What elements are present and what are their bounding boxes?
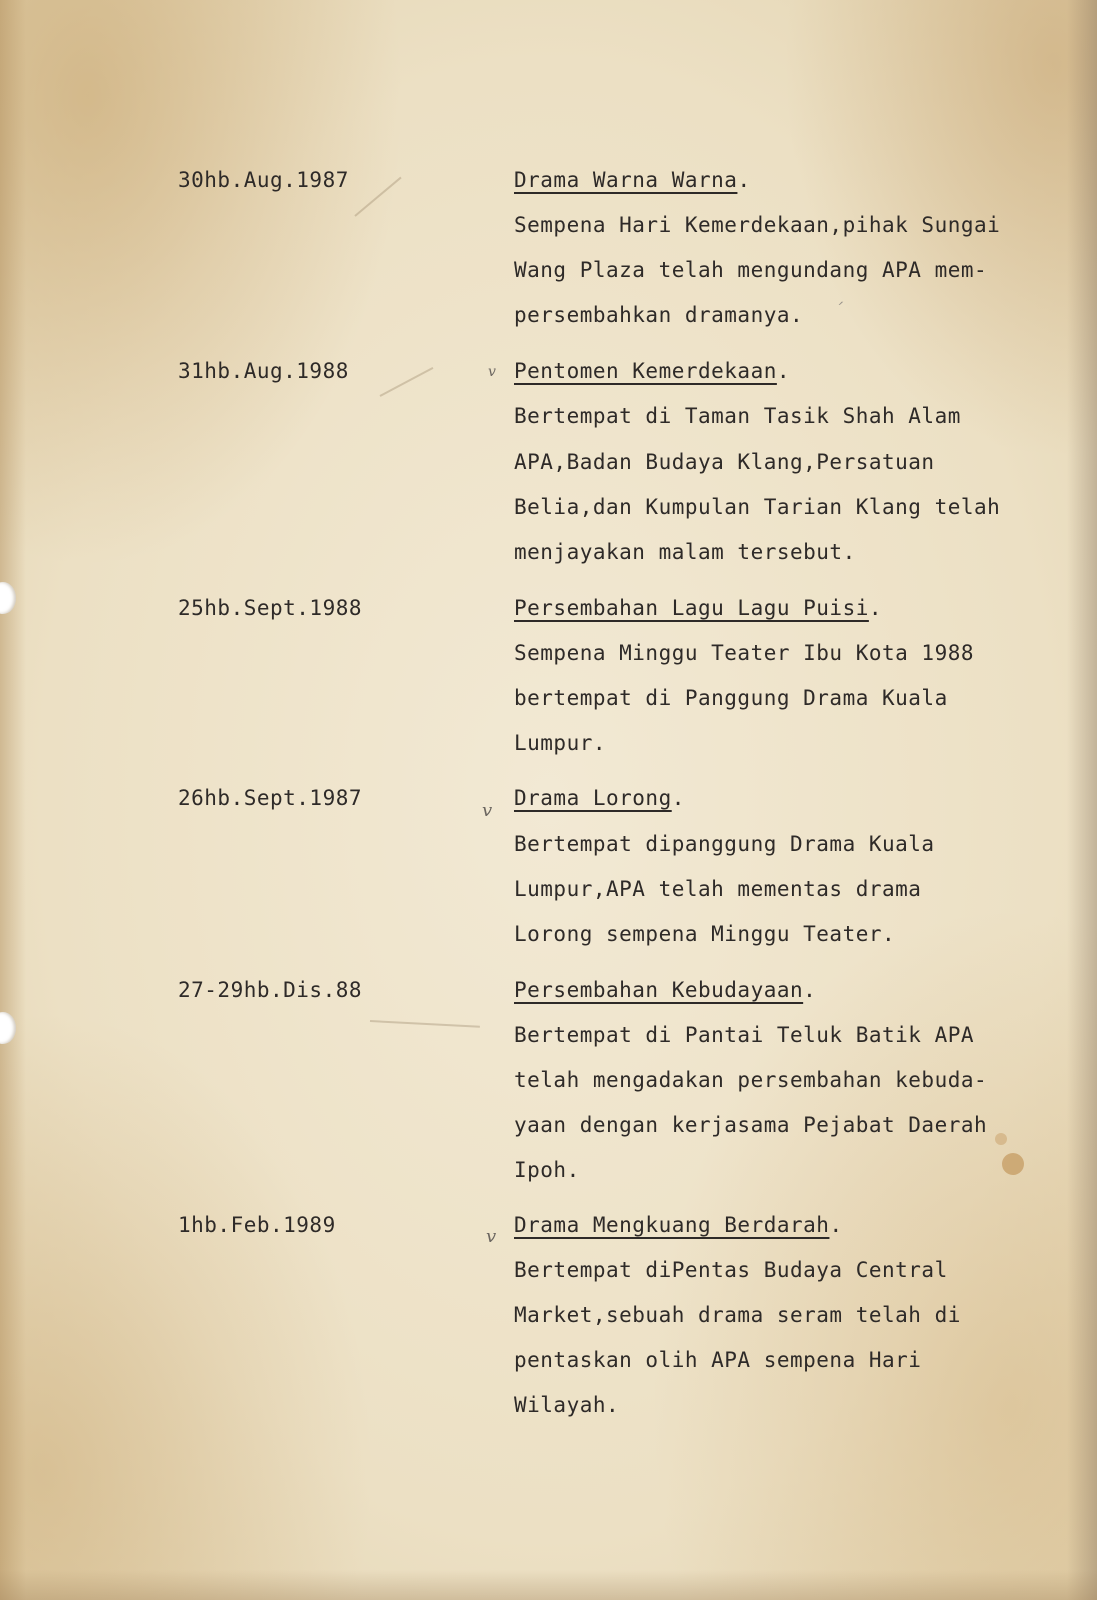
- entry-text-line: Lumpur,APA telah mementas drama: [514, 877, 922, 901]
- entry-text-line: pentaskan olih APA sempena Hari: [514, 1348, 922, 1372]
- check-mark-icon: v: [488, 364, 496, 380]
- entry-title: Pentomen Kemerdekaan.: [514, 359, 791, 383]
- entry-text-line: Ipoh.: [514, 1158, 580, 1182]
- entry-text-line: Bertempat di Taman Tasik Shah Alam: [514, 404, 961, 428]
- check-mark-icon: v: [486, 1226, 497, 1247]
- entry-text-line: Market,sebuah drama seram telah di: [514, 1303, 961, 1327]
- entry-text-line: Bertempat di Pantai Teluk Batik APA: [514, 1023, 975, 1047]
- entry-title: Drama Warna Warna.: [514, 168, 751, 192]
- entry-title: Persembahan Kebudayaan.: [514, 978, 817, 1002]
- entry-text-line: telah mengadakan persembahan kebuda-: [514, 1068, 988, 1092]
- entry-text-line: Wilayah.: [514, 1393, 620, 1417]
- entry-date: 25hb.Sept.1988: [178, 596, 363, 620]
- entry-date: 1hb.Feb.1989: [178, 1213, 336, 1237]
- entry-text-line: yaan dengan kerjasama Pejabat Daerah: [514, 1113, 988, 1137]
- entry-text-line: Bertempat dipanggung Drama Kuala: [514, 832, 935, 856]
- paper-crease: [354, 177, 401, 217]
- ink-stain: [1002, 1153, 1024, 1175]
- entry-text-line: Bertempat diPentas Budaya Central: [514, 1258, 948, 1282]
- entry-title: Drama Lorong.: [514, 786, 685, 810]
- entry-date: 27-29hb.Dis.88: [178, 978, 363, 1002]
- entry-text-line: Lorong sempena Minggu Teater.: [514, 922, 896, 946]
- entry-text-line: Sempena Hari Kemerdekaan,pihak Sungai: [514, 213, 1001, 237]
- entry-date: 30hb.Aug.1987: [178, 168, 349, 192]
- entry-date: 31hb.Aug.1988: [178, 359, 349, 383]
- entry-title: Persembahan Lagu Lagu Puisi.: [514, 596, 883, 620]
- entry-text-line: Sempena Minggu Teater Ibu Kota 1988: [514, 641, 975, 665]
- pen-mark: ´: [834, 300, 843, 321]
- entry-text-line: bertempat di Panggung Drama Kuala: [514, 686, 948, 710]
- entry-date: 26hb.Sept.1987: [178, 786, 363, 810]
- check-mark-icon: v: [482, 800, 493, 821]
- entry-text-line: Wang Plaza telah mengundang APA mem-: [514, 258, 988, 282]
- entry-text-line: menjayakan malam tersebut.: [514, 540, 856, 564]
- entry-text-line: APA,Badan Budaya Klang,Persatuan: [514, 450, 935, 474]
- entry-title: Drama Mengkuang Berdarah.: [514, 1213, 843, 1237]
- entry-text-line: persembahkan dramanya.: [514, 303, 804, 327]
- entry-text-line: Lumpur.: [514, 731, 607, 755]
- entry-text-line: Belia,dan Kumpulan Tarian Klang telah: [514, 495, 1001, 519]
- paper-crease: [370, 1020, 480, 1028]
- ink-stain: [995, 1133, 1007, 1145]
- paper-crease: [380, 367, 434, 397]
